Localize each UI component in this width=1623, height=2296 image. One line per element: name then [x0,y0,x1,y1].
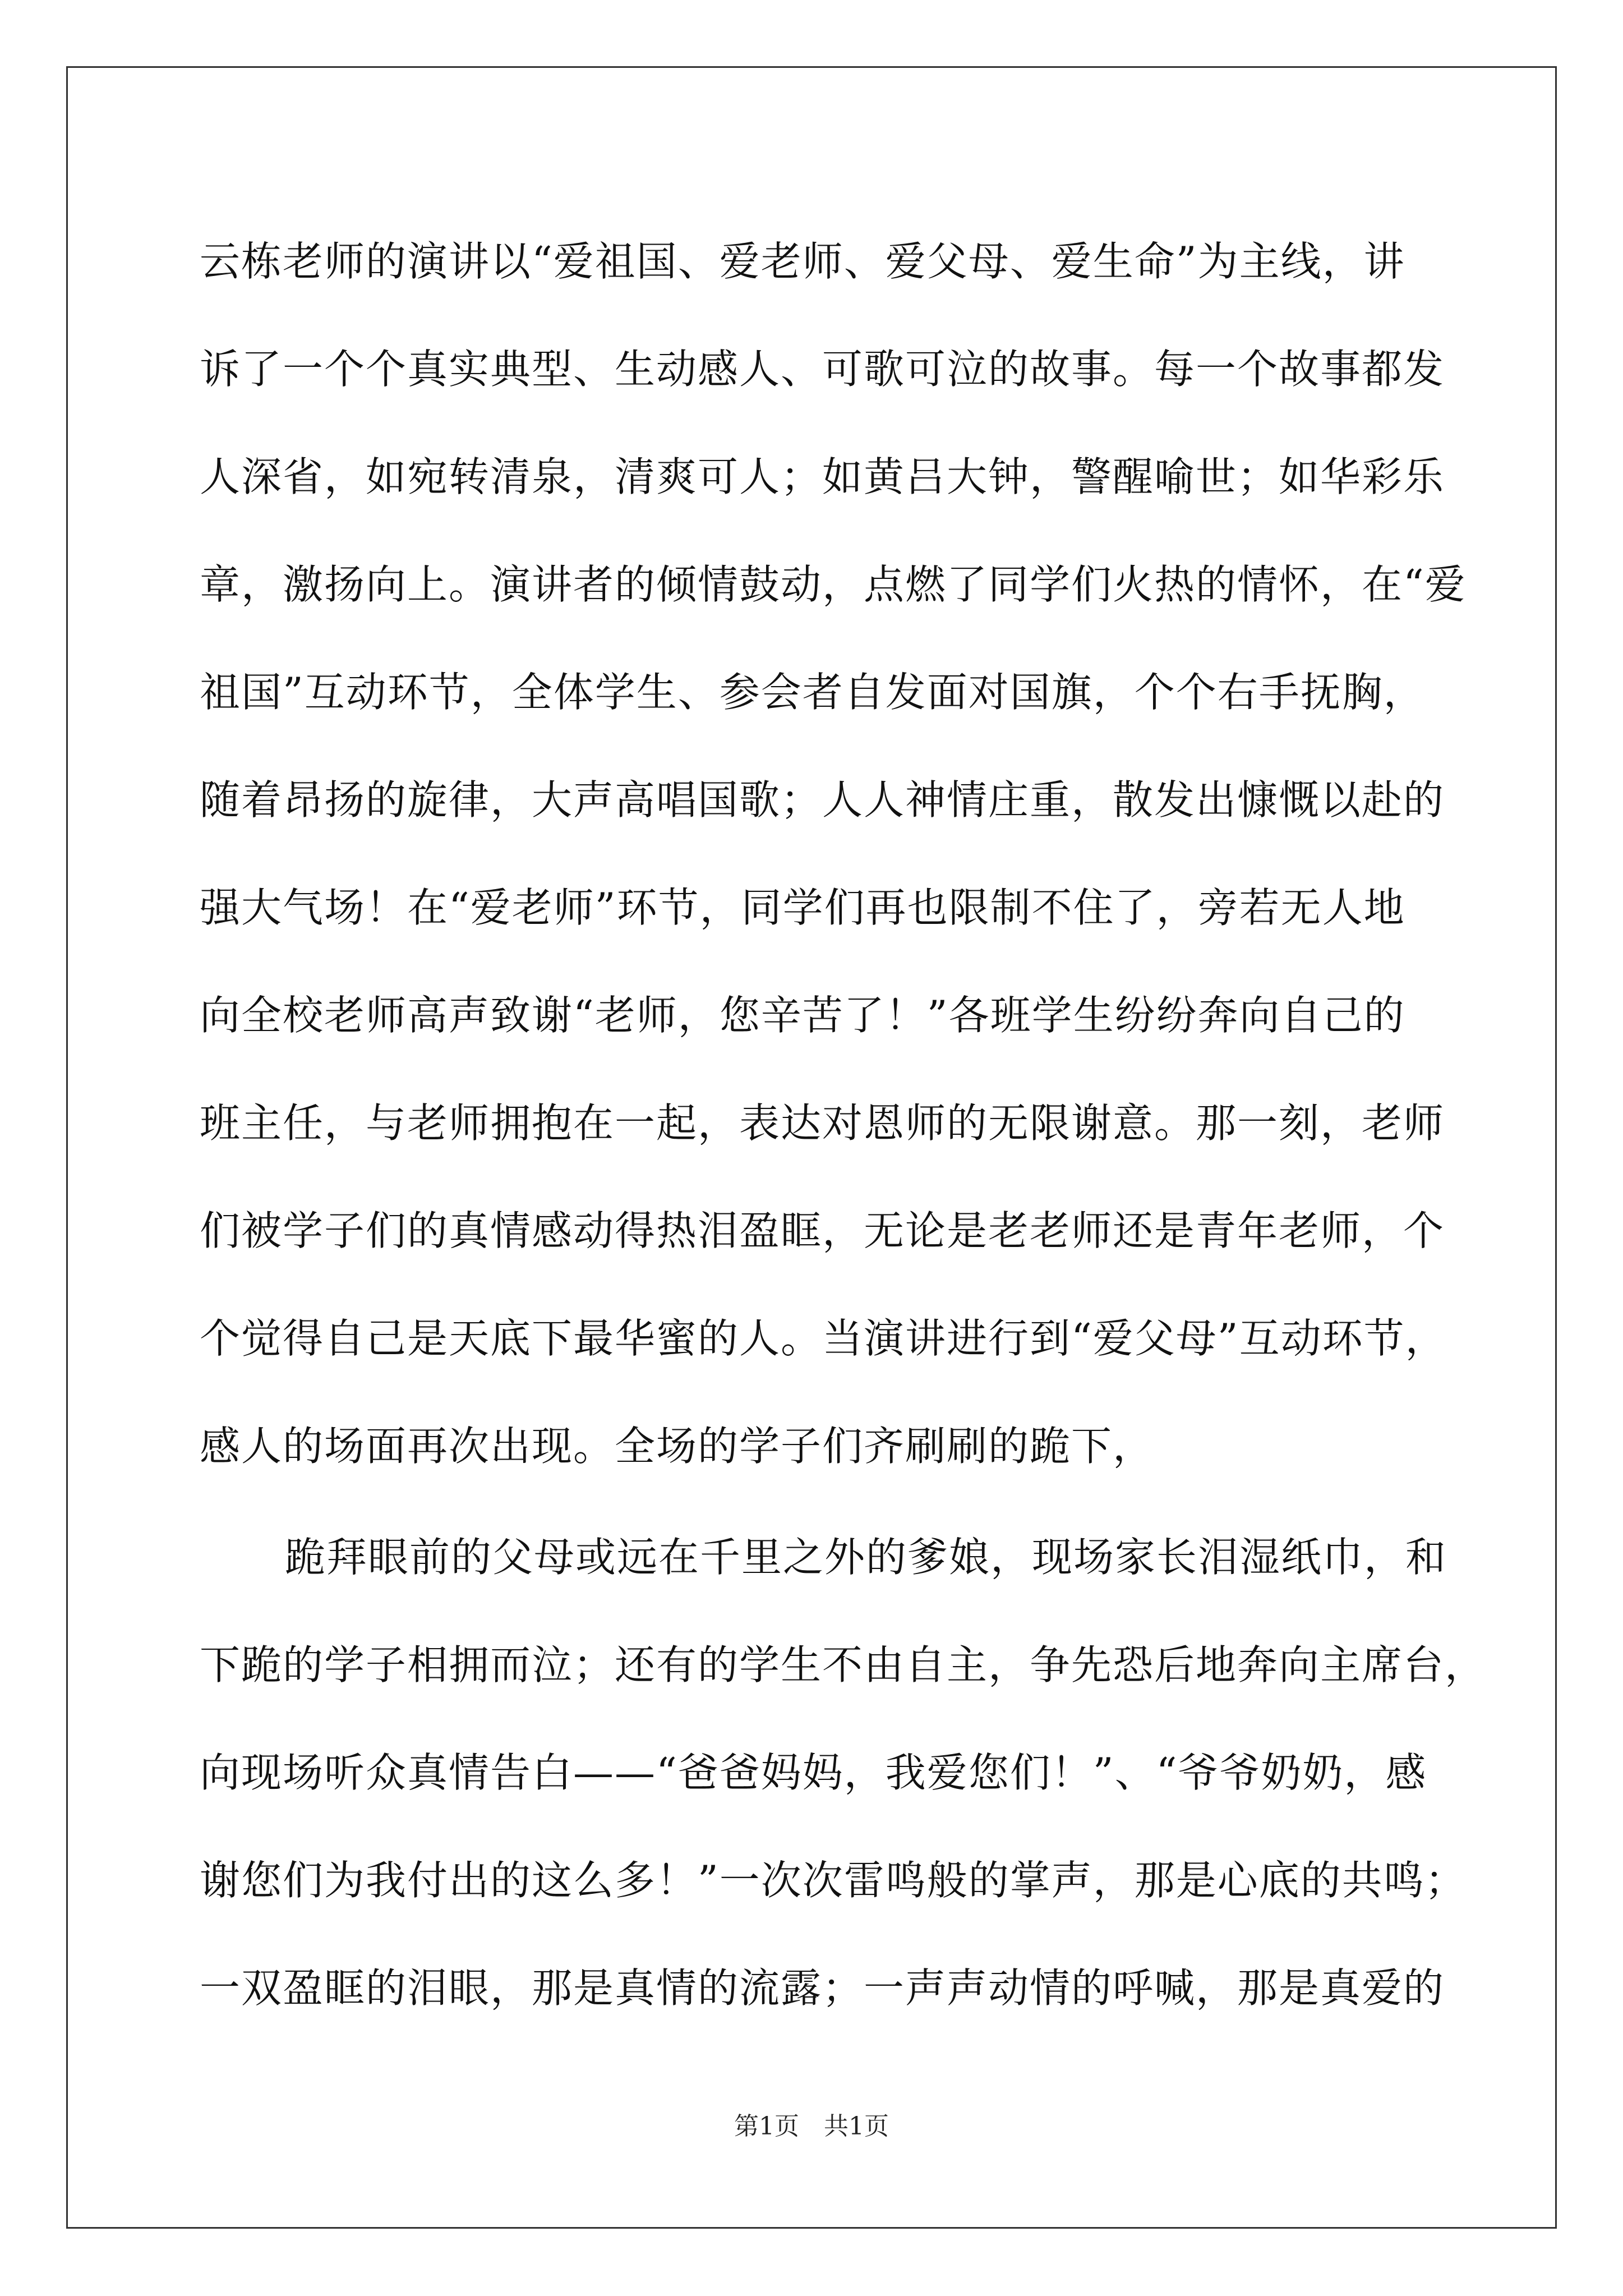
text-line: 感人的场面再次出现。全场的学子们齐刷刷的跪下， [200,1423,1155,1470]
text-line: 祖国”互动环节，全体学生、参会者自发面对国旗，个个右手抚胸， [200,669,1425,716]
text-line: 下跪的学子相拥而泣；还有的学生不由自主，争先恐后地奔向主席台， [200,1641,1487,1688]
text-line: 章，激扬向上。演讲者的倾情鼓动，点燃了同学们火热的情怀，在“爱 [200,561,1467,608]
text-line: 诉了一个个真实典型、生动感人、可歌可泣的故事。每一个故事都发 [200,346,1445,393]
page-number-footer: 第1页 共1页 [734,2112,889,2141]
text-line: 向全校老师高声致谢“老师，您辛苦了！”各班学生纷纷奔向自己的 [200,992,1405,1039]
text-line: 一双盈眶的泪眼，那是真情的流露；一声声动情的呼喊，那是真爱的 [200,1964,1445,2012]
text-line: 们被学子们的真情感动得热泪盈眶，无论是老老师还是青年老师，个 [200,1207,1445,1254]
text-line: 随着昂扬的旋律，大声高唱国歌；人人神情庄重，散发出慷慨以赴的 [200,776,1445,823]
text-line: 向现场听众真情告白——“爸爸妈妈，我爱您们！”、“爷爷奶奶，感 [200,1749,1427,1796]
text-line: 谢您们为我付出的这么多！”一次次雷鸣般的掌声，那是心底的共鸣； [200,1857,1467,1904]
text-line: 个觉得自己是天底下最华蜜的人。当演讲进行到“爱父母”互动环节， [200,1315,1447,1362]
text-line: 云栋老师的演讲以“爱祖国、爱老师、爱父母、爱生命”为主线，讲 [200,238,1405,285]
text-line: 人深省，如宛转清泉，清爽可人；如黄吕大钟，警醒喻世；如华彩乐 [200,453,1445,500]
text-line: 班主任，与老师拥抱在一起，表达对恩师的无限谢意。那一刻，老师 [200,1099,1445,1147]
document-body [200,208,1487,2042]
text-line: 强大气场！在“爱老师”环节，同学们再也限制不住了，旁若无人地 [200,884,1405,931]
text-line: 跪拜眼前的父母或远在千里之外的爹娘，现场家长泪湿纸巾，和 [285,1534,1447,1581]
